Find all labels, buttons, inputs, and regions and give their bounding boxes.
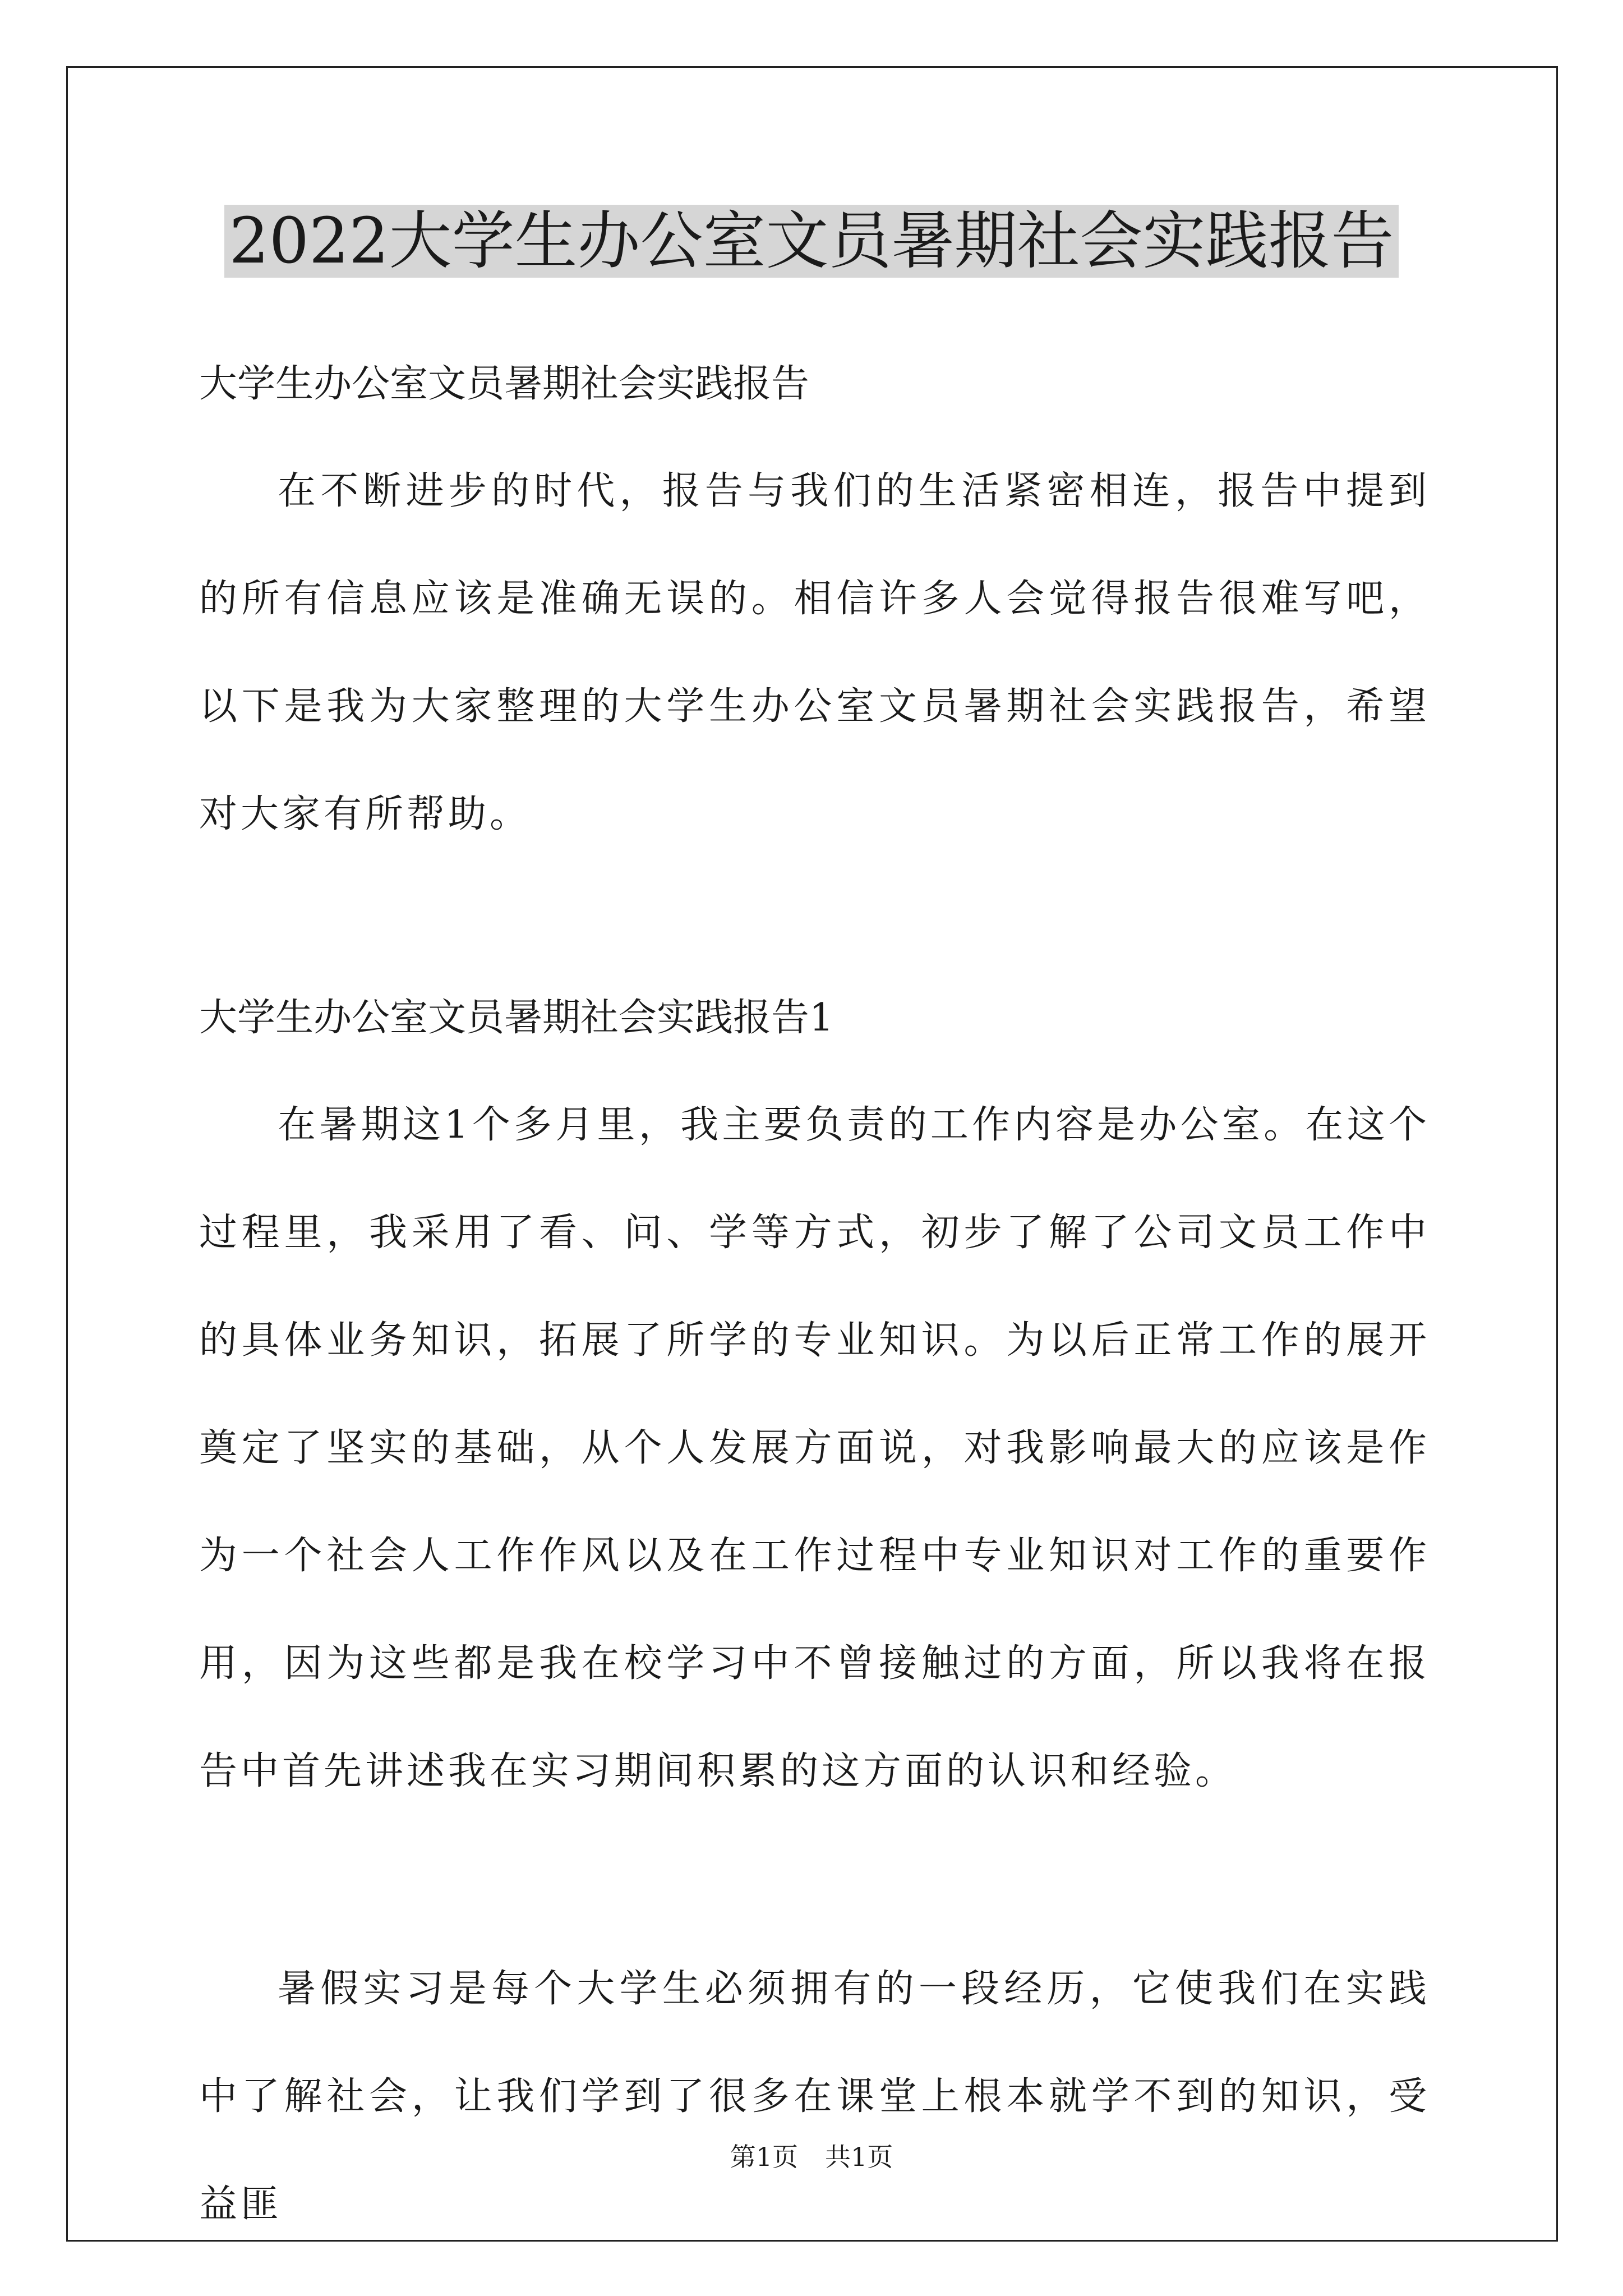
intro-paragraph: 在不断进步的时代，报告与我们的生活紧密相连，报告中提到的所有信息应该是准确无误的。相信许多人会觉得报告很难写吧，以下是我为大家整理的大学生办公室文员暑期社会实践报告，希望对大家有所帮助。 xyxy=(199,469,1430,836)
document-subtitle: 大学生办公室文员暑期社会实践报告 xyxy=(199,362,810,406)
document-title-text: 2022大学生办公室文员暑期社会实践报告 xyxy=(224,205,1398,278)
section-heading: 大学生办公室文员暑期社会实践报告1 xyxy=(199,996,834,1040)
body-paragraph-1: 在暑期这1个多月里，我主要负责的工作内容是办公室。在这个过程里，我采用了看、问、学等方式，初步了解了公司文员工作中的具体业务知识，拓展了所学的专业知识。为以后正常工作的展开奠定了坚实的基础，从个人发展方面说，对我影响最大的应该是作为一个社会人工作作风以及在工作过程中专业知识对工作的重要作用，因为这些都是我在校学习中不曾接触过的方面，所以我将在报告中首先讲述我在实习期间积累的这方面的认识和经验。 xyxy=(199,1103,1430,1793)
page-footer xyxy=(0,2140,1623,2174)
document-title xyxy=(0,199,1623,283)
page-total: 共1页 xyxy=(825,2142,893,2172)
body-paragraph-2: 暑假实习是每个大学生必须拥有的一段经历，它使我们在实践中了解社会，让我们学到了很多在课堂上根本就学不到的知识，受益匪 xyxy=(199,1967,1430,2226)
page-number: 第1页 xyxy=(730,2142,798,2172)
